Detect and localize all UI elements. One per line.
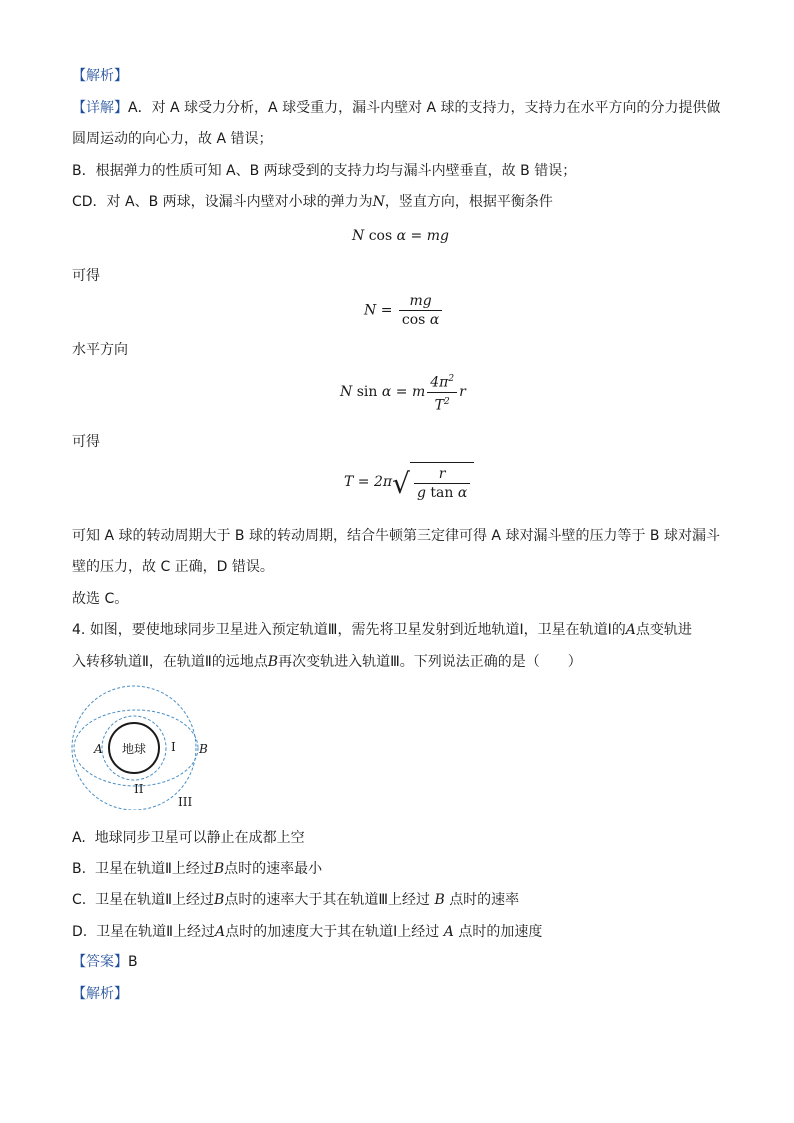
question-number: 4. (72, 622, 86, 638)
equation-period: T = 2π√ $\frac{r}{\text{g tan α}}$ (344, 462, 474, 502)
equation-vertical-balance: N cos α = mg (352, 228, 449, 244)
analysis-heading: 【解析】 (72, 68, 128, 84)
point-a-label: A (94, 742, 103, 756)
option-b[interactable]: B. 卫星在轨道Ⅱ上经过B点时的速率最小 (72, 861, 323, 877)
detail-line-1 (72, 98, 721, 118)
answer-label: 【答案】 (72, 954, 128, 970)
analysis-heading-2: 【解析】 (72, 986, 128, 1002)
option-a[interactable]: A. 地球同步卫星可以静止在成都上空 (72, 830, 305, 846)
orbit-ii-label: II (134, 782, 144, 796)
equation-horizontal: N sin α = m $\frac{4\pi^2}{T^2}$ r (340, 370, 466, 414)
cd-prefix: CD．对 A、B 两球，设漏斗内壁对小球的弹力为 (72, 194, 373, 210)
answer-line (72, 952, 138, 972)
conclusion-line-1: 可知 A 球的转动周期大于 B 球的转动周期，结合牛顿第三定律可得 A 球对漏斗壁的压力等于 B 球对漏斗 (72, 528, 720, 544)
equation-n: N = $\frac{mg}{\text{cos α}}$ (364, 292, 444, 329)
detail-label: 【详解】 (72, 100, 128, 116)
option-d[interactable]: D. 卫星在轨道Ⅱ上经过A点时的加速度大于其在轨道Ⅰ上经过 A 点时的加速度 (72, 924, 543, 940)
detail-line-2: 圆周运动的向心力，故 A 错误； (72, 131, 273, 147)
kede-1: 可得 (72, 268, 100, 284)
orbit-i-label: I (171, 740, 176, 754)
orbit-iii-label: III (178, 795, 193, 809)
detail-text-1: A．对 A 球受力分析，A 球受重力，漏斗内壁对 A 球的支持力，支持力在水平方向的分力提供做 (128, 100, 721, 116)
option-c[interactable]: C. 卫星在轨道Ⅱ上经过B点时的速率大于其在轨道Ⅲ上经过 B 点时的速率 (72, 892, 520, 908)
option-cd-analysis (72, 192, 553, 212)
cd-var-n: N (372, 194, 385, 210)
orbit-figure (70, 680, 210, 810)
horizontal-direction: 水平方向 (72, 342, 128, 358)
kede-2: 可得 (72, 434, 100, 450)
option-b-analysis: B．根据弹力的性质可知 A、B 两球受到的支持力均与漏斗内壁垂直，故 B 错误； (72, 163, 577, 179)
question-4-line-1: 4. 如图，要使地球同步卫星进入预定轨道Ⅲ，需先将卫星发射到近地轨道Ⅰ，卫星在轨道Ⅰ的A点变轨进 (72, 622, 692, 638)
answer-value: B (128, 954, 138, 970)
cd-suffix: ，竖直方向，根据平衡条件 (384, 194, 553, 210)
choose-answer: 故选 C。 (72, 591, 129, 607)
point-b-label: B (199, 742, 208, 756)
conclusion-line-2: 壁的压力，故 C 正确，D 错误。 (72, 559, 274, 575)
earth-label: 地球 (121, 742, 147, 756)
question-4-line-2: 入转移轨道Ⅱ，在轨道Ⅱ的远地点B再次变轨进入轨道Ⅲ。下列说法正确的是（ ） (72, 654, 582, 670)
